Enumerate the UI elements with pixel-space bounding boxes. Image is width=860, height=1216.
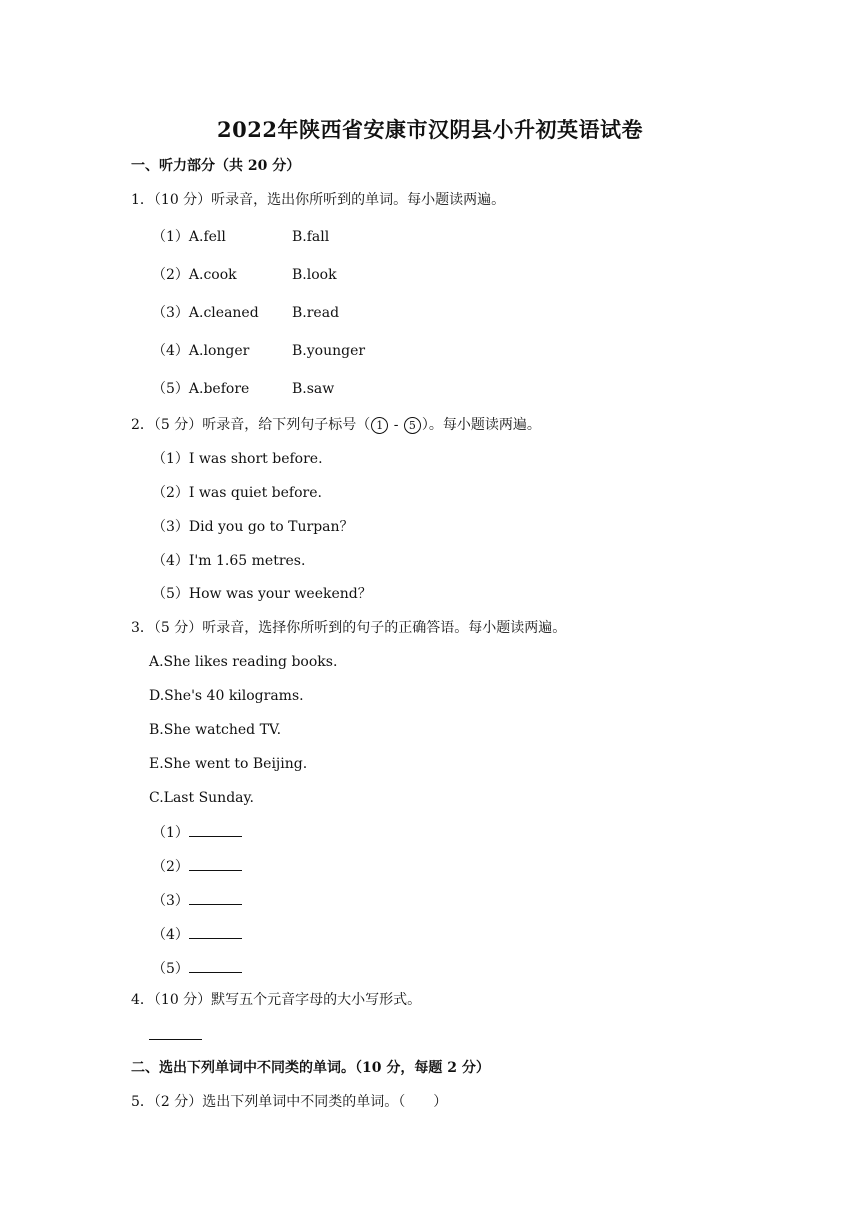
answer-blank[interactable]: [189, 822, 242, 837]
circled-number-start: 1: [371, 417, 388, 434]
q3-choice-e: E.She went to Beijing.: [149, 756, 308, 772]
q1-option-1-b: B.fall: [292, 229, 330, 245]
q3-blank-label: （1）: [152, 825, 189, 841]
q2-sentence-2: （2）I was quiet before.: [152, 485, 322, 501]
q3-blank-label: （2）: [152, 859, 189, 875]
answer-blank[interactable]: [189, 856, 242, 871]
q1-option-4-b: B.younger: [292, 343, 366, 359]
q3-choice-a: A.She likes reading books.: [149, 654, 338, 670]
circled-number-end: 5: [404, 417, 421, 434]
answer-blank[interactable]: [189, 924, 242, 939]
section-1-heading: 一、听力部分（共 20 分）: [131, 158, 301, 174]
q1-option-2-b: B.look: [292, 267, 337, 283]
q3-blank-row-1: [152, 822, 242, 842]
q2-stem-post: ）。每小题读两遍。: [421, 417, 541, 433]
q3-blank-row-5: [152, 958, 242, 978]
q1-option-4-a: （4）A.longer: [152, 343, 250, 359]
page-title: 2022年陕西省安康市汉阴县小升初英语试卷: [217, 117, 643, 142]
q2-sentence-5: （5）How was your weekend？: [152, 586, 372, 602]
q3-choice-d: D.She's 40 kilograms.: [149, 688, 304, 704]
answer-blank[interactable]: [189, 890, 242, 905]
q3-choice-c: C.Last Sunday.: [149, 790, 254, 806]
q1-option-5-b: B.saw: [292, 381, 335, 397]
q1-option-2-a: （2）A.cook: [152, 267, 237, 283]
q2-stem-dash: -: [389, 417, 403, 433]
q1-option-1-a: （1）A.fell: [152, 229, 226, 245]
q2-sentence-4: （4）I'm 1.65 metres.: [152, 553, 306, 569]
q1-option-3-b: B.read: [292, 305, 340, 321]
q1-option-3-a: （3）A.cleaned: [152, 305, 259, 321]
q3-blank-label: （4）: [152, 927, 189, 943]
q2-sentence-1: （1）I was short before.: [152, 451, 323, 467]
q3-blank-row-2: [152, 856, 242, 876]
q2-stem-pre: 2．（5 分）听录音，给下列句子标号（: [131, 417, 371, 433]
q3-blank-row-3: [152, 890, 242, 910]
question-1-stem: 1．（10 分）听录音，选出你所听到的单词。每小题读两遍。: [131, 192, 506, 208]
answer-blank[interactable]: [149, 1025, 202, 1040]
answer-blank[interactable]: [189, 958, 242, 973]
section-2-heading: 二、选出下列单词中不同类的单词。（10 分，每题 2 分）: [131, 1060, 490, 1076]
q2-sentence-3: （3）Did you go to Turpan？: [152, 519, 354, 535]
q3-choice-b: B.She watched TV.: [149, 722, 282, 738]
q3-blank-label: （3）: [152, 893, 189, 909]
question-4-stem: 4．（10 分）默写五个元音字母的大小写形式。: [131, 992, 422, 1008]
question-2-stem: [131, 416, 541, 434]
q1-option-5-a: （5）A.before: [152, 381, 250, 397]
question-3-stem: 3．（5 分）听录音，选择你所听到的句子的正确答语。每小题读两遍。: [131, 620, 567, 636]
q3-blank-label: （5）: [152, 961, 189, 977]
question-5-stem: 5．（2 分）选出下列单词中不同类的单词。（ ）: [131, 1094, 448, 1110]
q3-blank-row-4: [152, 924, 242, 944]
q4-answer-row: [149, 1025, 202, 1045]
